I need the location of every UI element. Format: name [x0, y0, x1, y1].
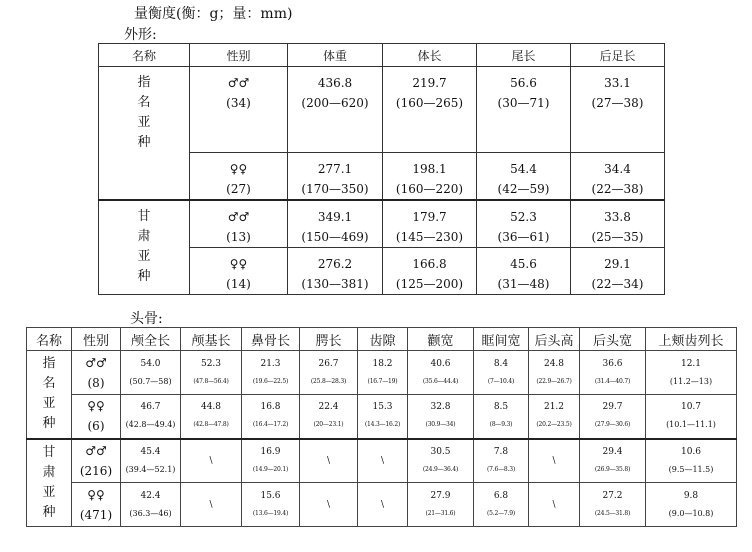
- external-heading: 外形:: [124, 27, 157, 43]
- mean-value: 8.4: [493, 358, 509, 369]
- column-header: 体重: [288, 44, 383, 67]
- mean-value: 219.7: [412, 76, 447, 90]
- measurement-cell: [242, 395, 300, 439]
- measurement-cell: [383, 200, 477, 248]
- subspecies-name-char: 指: [42, 356, 56, 372]
- mean-value: \: [552, 499, 556, 510]
- range-value: (36—61): [497, 230, 550, 244]
- range-value: (39.4—52.1): [125, 464, 176, 474]
- measurement-cell: [181, 395, 242, 439]
- sample-count: (471): [79, 507, 113, 522]
- range-value: (16.4—17.2): [252, 421, 289, 429]
- range-value: (9.5—11.5): [668, 464, 714, 474]
- measurement-cell: [288, 153, 383, 201]
- mean-value: 42.4: [140, 490, 161, 501]
- mean-value: 26.7: [318, 358, 339, 369]
- measurement-cell: [646, 395, 737, 439]
- sex-symbol: ♀♀: [229, 257, 248, 271]
- range-value: (21—31.6): [425, 509, 456, 517]
- sex-cell: [72, 351, 121, 395]
- sex-symbol: ♂♂: [85, 355, 107, 370]
- range-value: (47.8—56.4): [193, 377, 229, 385]
- column-header: 上颊齿列长: [646, 328, 737, 351]
- sex-cell: [190, 67, 288, 153]
- mean-value: 16.9: [260, 446, 281, 457]
- range-value: (170—350): [301, 182, 369, 196]
- range-value: (24.5—31.8): [594, 509, 631, 517]
- column-header: 腭长: [300, 328, 358, 351]
- range-value: (160—220): [395, 182, 464, 196]
- measurement-cell: [477, 200, 571, 248]
- mean-value: 179.7: [412, 210, 447, 224]
- measurement-cell: [477, 153, 571, 201]
- measurement-cell: [580, 439, 646, 483]
- column-header: 颅基长: [181, 328, 242, 351]
- range-value: (16.7—19): [367, 377, 398, 385]
- column-header: 齿隙: [358, 328, 408, 351]
- measurement-cell: [300, 483, 358, 527]
- range-value: (145—230): [395, 230, 464, 244]
- column-header: 后足长: [571, 44, 665, 67]
- measurement-cell: [288, 67, 383, 153]
- range-value: (25.8—28.3): [310, 377, 347, 385]
- mean-value: 15.3: [372, 402, 393, 413]
- range-value: (10.1—11.1): [666, 420, 716, 430]
- measurement-cell: [121, 395, 181, 439]
- range-value: (27—38): [591, 96, 644, 110]
- measurement-cell: [181, 439, 242, 483]
- range-value: (130—381): [301, 277, 369, 291]
- table-row: [99, 67, 665, 153]
- mean-value: 27.9: [430, 490, 451, 501]
- measurement-cell: [571, 200, 665, 248]
- mean-value: 18.2: [372, 358, 393, 369]
- measurement-cell: [358, 351, 408, 395]
- range-value: (30—71): [497, 96, 550, 110]
- measurement-cell: [529, 483, 580, 527]
- table-row: [27, 483, 737, 527]
- subspecies-name-char: 种: [42, 504, 56, 520]
- mean-value: 276.2: [317, 257, 353, 271]
- mean-value: 29.4: [602, 446, 623, 457]
- measurement-cell: [242, 351, 300, 395]
- subspecies-name-cell: [99, 200, 190, 295]
- measurement-cell: [242, 483, 300, 527]
- measurement-cell: [383, 67, 477, 153]
- range-value: (20.2—23.5): [536, 421, 572, 429]
- measurement-cell: [242, 439, 300, 483]
- mean-value: 36.6: [602, 358, 623, 369]
- mean-value: 54.0: [140, 358, 161, 369]
- range-value: (200—620): [301, 96, 369, 110]
- measurement-cell: [181, 483, 242, 527]
- range-value: (42.8—49.4): [125, 420, 176, 430]
- subspecies-name-char: 种: [42, 416, 56, 432]
- subspecies-name-cell: [99, 67, 190, 201]
- mean-value: 16.8: [260, 402, 281, 413]
- column-header: 名称: [99, 44, 190, 67]
- subspecies-name-char: 甘: [137, 209, 151, 224]
- range-value: (13.6—19.4): [252, 509, 289, 517]
- range-value: (5.2—7.9): [487, 509, 515, 517]
- measurement-cell: [121, 439, 181, 483]
- sex-cell: [190, 200, 288, 248]
- range-value: (14.3—16.2): [364, 421, 401, 429]
- range-value: (36.3—46): [129, 508, 172, 518]
- sample-count: (216): [79, 463, 113, 478]
- sex-symbol: ♂♂: [85, 443, 107, 458]
- subspecies-name-char: 甘: [42, 444, 56, 460]
- measurement-cell: [571, 153, 665, 201]
- mean-value: \: [326, 499, 331, 510]
- sex-cell: [190, 153, 288, 201]
- measurement-cell: [358, 395, 408, 439]
- measurement-cell: [121, 351, 181, 395]
- table-row: [99, 200, 665, 248]
- measurement-cell: [580, 351, 646, 395]
- measurement-cell: [477, 67, 571, 153]
- mean-value: 32.8: [430, 402, 451, 413]
- sex-cell: [72, 483, 121, 527]
- measurement-cell: [474, 439, 529, 483]
- measurement-cell: [300, 395, 358, 439]
- subspecies-name-char: 种: [137, 269, 151, 284]
- column-header: 颅全长: [121, 328, 181, 351]
- range-value: (7—10.4): [487, 377, 515, 385]
- mean-value: 45.6: [510, 257, 537, 271]
- mean-value: 24.8: [543, 358, 565, 369]
- table-row: [27, 395, 737, 439]
- mean-value: 436.8: [317, 76, 353, 90]
- sex-cell: [72, 439, 121, 483]
- column-header: 后头高: [529, 328, 580, 351]
- subspecies-name-char: 种: [137, 135, 151, 150]
- measurement-cell: [474, 351, 529, 395]
- mean-value: 8.5: [493, 402, 509, 413]
- mean-value: \: [326, 455, 331, 466]
- subspecies-name-char: 亚: [137, 249, 151, 264]
- measurement-cell: [121, 483, 181, 527]
- subspecies-name-char: 名: [137, 95, 151, 110]
- subspecies-name-cell: [27, 439, 72, 527]
- measurement-cell: [477, 248, 571, 295]
- mean-value: 46.7: [140, 402, 161, 413]
- subspecies-name-char: 肃: [137, 229, 151, 244]
- sex-symbol: ♀♀: [87, 487, 105, 502]
- measurement-cell: [408, 439, 474, 483]
- column-header: 鼻骨长: [242, 328, 300, 351]
- mean-value: 7.8: [493, 446, 509, 457]
- measurement-cell: [646, 351, 737, 395]
- measurement-cell: [529, 351, 580, 395]
- mean-value: 40.6: [430, 358, 451, 369]
- range-value: (27.9—30.6): [594, 421, 631, 429]
- mean-value: 22.4: [318, 402, 339, 413]
- measurement-cell: [408, 395, 474, 439]
- range-value: (22.9—26.7): [536, 377, 572, 385]
- mean-value: \: [380, 499, 385, 510]
- mean-value: 198.1: [412, 162, 447, 176]
- mean-value: 12.1: [680, 358, 702, 369]
- sample-count: (8): [87, 375, 105, 390]
- measurement-cell: [358, 483, 408, 527]
- subspecies-name-char: 亚: [42, 396, 56, 412]
- column-header: 尾长: [477, 44, 571, 67]
- mean-value: 21.2: [543, 402, 565, 413]
- column-header: 后头宽: [580, 328, 646, 351]
- measurement-cell: [529, 395, 580, 439]
- measurement-cell: [408, 483, 474, 527]
- range-value: (8—9.3): [489, 421, 513, 429]
- header-row: [99, 44, 665, 67]
- measurement-cell: [474, 395, 529, 439]
- column-header: 名称: [27, 328, 72, 351]
- mean-value: 45.4: [140, 446, 161, 457]
- subspecies-name-char: 亚: [42, 484, 56, 500]
- measurement-cell: [358, 439, 408, 483]
- sample-count: (14): [226, 277, 251, 291]
- measurement-cell: [571, 248, 665, 295]
- range-value: (35.6—44.4): [422, 377, 459, 385]
- skull-heading: 头骨:: [130, 311, 163, 327]
- subspecies-name-char: 指: [137, 75, 151, 90]
- column-header: 颧宽: [408, 328, 474, 351]
- mean-value: 30.5: [430, 446, 451, 457]
- skull-measurements-table: [26, 327, 737, 527]
- range-value: (31.4—40.7): [594, 377, 631, 385]
- mean-value: 166.8: [412, 257, 447, 271]
- range-value: (42.8—47.8): [193, 421, 229, 429]
- range-value: (50.7—58): [129, 376, 172, 386]
- range-value: (11.2—13): [669, 376, 713, 386]
- measurement-cell: [181, 351, 242, 395]
- measurement-cell: [646, 483, 737, 527]
- subspecies-name-char: 名: [42, 376, 56, 392]
- column-header: 眶间宽: [474, 328, 529, 351]
- mean-value: 9.8: [683, 490, 699, 501]
- range-value: (150—469): [301, 230, 369, 244]
- measurement-cell: [300, 439, 358, 483]
- mean-value: 6.8: [493, 490, 509, 501]
- range-value: (14.9—20.1): [252, 465, 289, 473]
- mean-value: \: [209, 455, 213, 466]
- subspecies-name-char: 肃: [42, 464, 56, 480]
- sex-cell: [72, 395, 121, 439]
- sex-cell: [190, 248, 288, 295]
- column-header: 性别: [72, 328, 121, 351]
- mean-value: \: [380, 455, 385, 466]
- mean-value: 349.1: [317, 210, 353, 224]
- measurement-cell: [646, 439, 737, 483]
- mean-value: 10.7: [680, 402, 702, 413]
- measurement-cell: [383, 153, 477, 201]
- measurement-cell: [288, 200, 383, 248]
- mean-value: 52.3: [200, 358, 222, 369]
- column-header: 体长: [383, 44, 477, 67]
- mean-value: 27.2: [602, 490, 623, 501]
- mean-value: 33.1: [604, 76, 631, 90]
- measurement-cell: [474, 483, 529, 527]
- mean-value: 10.6: [680, 446, 702, 457]
- sample-count: (34): [226, 96, 251, 110]
- measurement-cell: [288, 248, 383, 295]
- mean-value: 44.8: [200, 402, 222, 413]
- measurement-cell: [571, 67, 665, 153]
- table-row: [27, 439, 737, 483]
- mean-value: 29.7: [602, 402, 623, 413]
- range-value: (125—200): [395, 277, 464, 291]
- range-value: (160—265): [395, 96, 464, 110]
- range-value: (19.6—22.5): [252, 377, 289, 385]
- mean-value: 33.8: [604, 210, 631, 224]
- range-value: (9.0—10.8): [668, 508, 714, 518]
- sex-symbol: ♀♀: [87, 399, 105, 414]
- subspecies-name-cell: [27, 351, 72, 439]
- range-value: (22—34): [591, 277, 644, 291]
- mean-value: 34.4: [604, 162, 631, 176]
- mean-value: \: [209, 499, 213, 510]
- column-header: 性别: [190, 44, 288, 67]
- measurement-cell: [383, 248, 477, 295]
- range-value: (31—48): [497, 277, 550, 291]
- mean-value: 56.6: [510, 76, 537, 90]
- subspecies-name-char: 亚: [137, 115, 151, 130]
- sample-count: (27): [226, 182, 251, 196]
- table-row: [27, 351, 737, 395]
- mean-value: 15.6: [260, 490, 281, 501]
- mean-value: 54.4: [510, 162, 537, 176]
- range-value: (42—59): [497, 182, 550, 196]
- range-value: (20—23.1): [313, 421, 344, 429]
- measurement-cell: [529, 439, 580, 483]
- range-value: (25—35): [591, 230, 644, 244]
- mean-value: 277.1: [317, 162, 353, 176]
- page-title: 量衡度(衡：g；量：mm): [134, 6, 293, 22]
- sample-count: (13): [226, 230, 251, 244]
- range-value: (22—38): [591, 182, 644, 196]
- header-row: [27, 328, 737, 351]
- sex-symbol: ♂♂: [227, 210, 250, 224]
- measurement-cell: [580, 395, 646, 439]
- range-value: (30.9—34): [425, 421, 456, 429]
- measurement-cell: [300, 351, 358, 395]
- sample-count: (6): [87, 419, 105, 434]
- external-measurements-table: [98, 43, 665, 295]
- mean-value: \: [552, 455, 556, 466]
- mean-value: 29.1: [604, 257, 631, 271]
- measurement-cell: [408, 351, 474, 395]
- range-value: (24.9—36.4): [422, 465, 459, 473]
- mean-value: 52.3: [510, 210, 537, 224]
- mean-value: 21.3: [260, 358, 281, 369]
- range-value: (7.6—8.3): [487, 465, 515, 473]
- sex-symbol: ♂♂: [227, 76, 250, 90]
- range-value: (26.9—35.8): [594, 465, 631, 473]
- measurement-cell: [580, 483, 646, 527]
- sex-symbol: ♀♀: [229, 162, 248, 176]
